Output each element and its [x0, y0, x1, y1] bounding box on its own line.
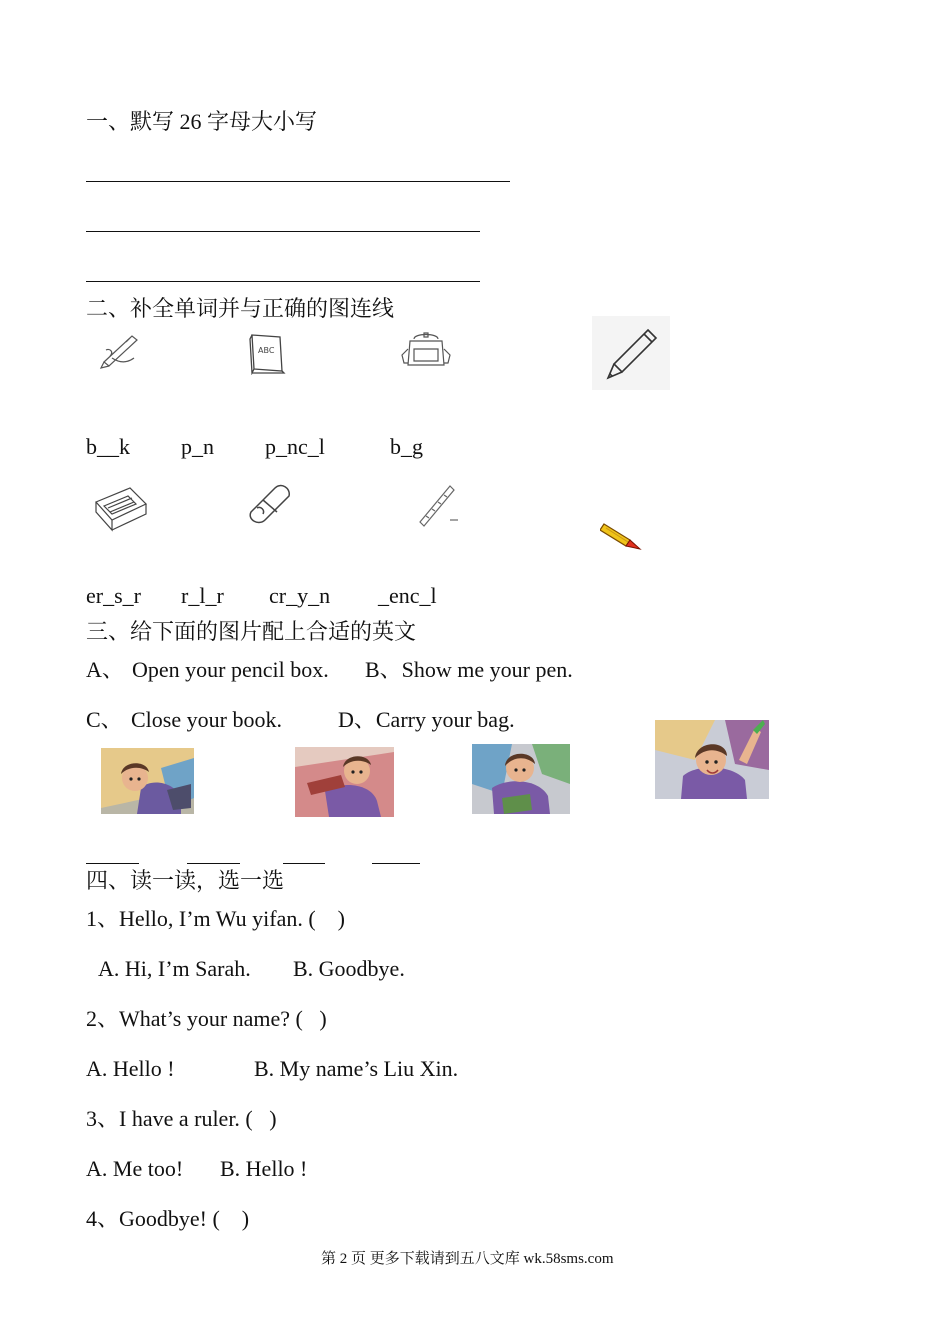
question-1-option-b: B. Goodbye. — [293, 956, 405, 981]
option-a: Open your pencil box. — [132, 657, 329, 682]
option-b: B、Show me your pen. — [365, 657, 573, 682]
pencil-icon — [592, 316, 670, 390]
book-icon — [246, 331, 288, 375]
section1-heading: 一、默写 26 字母大小写 — [86, 109, 318, 134]
photo-boy-raising-pen — [655, 720, 769, 799]
answer-line-2[interactable] — [86, 231, 480, 232]
question-2-option-b: B. My name’s Liu Xin. — [254, 1056, 459, 1081]
option-d: D、Carry your bag. — [338, 707, 515, 732]
word-blank-bag: b_g — [390, 434, 423, 459]
schoolbag-icon — [400, 329, 452, 371]
question-2-option-a: A. Hello ! — [86, 1056, 175, 1081]
book-cover-label: ABC — [258, 346, 275, 355]
eraser-icon — [245, 482, 295, 526]
crayon-icon — [600, 518, 642, 552]
word-blank-crayon: cr_y_n — [269, 583, 331, 608]
answer-line-1[interactable] — [86, 181, 510, 182]
question-2: 2、What’s your name? ( ) — [86, 1006, 327, 1031]
photo-boy-carrying-bag — [101, 748, 194, 814]
section4-heading: 四、读一读，选一选 — [86, 868, 285, 893]
section2-heading: 二、补全单词并与正确的图连线 — [86, 296, 395, 321]
question-3-option-b: B. Hello ! — [220, 1156, 308, 1181]
word-blank-pen: p_n — [181, 434, 214, 459]
question-1-option-a: A. Hi, I’m Sarah. — [98, 956, 251, 981]
word-blank-eraser: er_s_r — [86, 583, 141, 608]
pencil-box-icon — [92, 484, 150, 532]
word-blank-ruler: r_l_r — [181, 583, 224, 608]
pen-icon — [96, 328, 142, 370]
question-3-option-a: A. Me too! — [86, 1156, 184, 1181]
photo-boy-with-book — [472, 744, 570, 814]
word-blank-pencil-2: _enc_l — [378, 583, 437, 608]
photo-answer-blank-3[interactable] — [283, 863, 325, 864]
photo-answer-blank-4[interactable] — [372, 863, 420, 864]
answer-line-3[interactable] — [86, 281, 480, 282]
word-blank-pencil: p_nc_l — [265, 434, 325, 459]
question-3: 3、I have a ruler. ( ) — [86, 1106, 277, 1131]
photo-boy-with-pencil-box — [295, 747, 394, 817]
word-blank-book: b__k — [86, 434, 130, 459]
option-c-label: C、 — [86, 707, 123, 732]
question-4: 4、Goodbye! ( ) — [86, 1206, 250, 1231]
option-a-label: A、 — [86, 657, 124, 682]
question-1: 1、Hello, I’m Wu yifan. ( ) — [86, 906, 345, 931]
option-c: Close your book. — [131, 707, 282, 732]
section3-heading: 三、给下面的图片配上合适的英文 — [86, 619, 417, 644]
photo-answer-blank-2[interactable] — [187, 863, 240, 864]
page-footer: 第 2 页 更多下载请到五八文库 wk.58sms.com — [321, 1251, 614, 1267]
ruler-icon — [416, 482, 462, 528]
photo-answer-blank-1[interactable] — [86, 863, 139, 864]
